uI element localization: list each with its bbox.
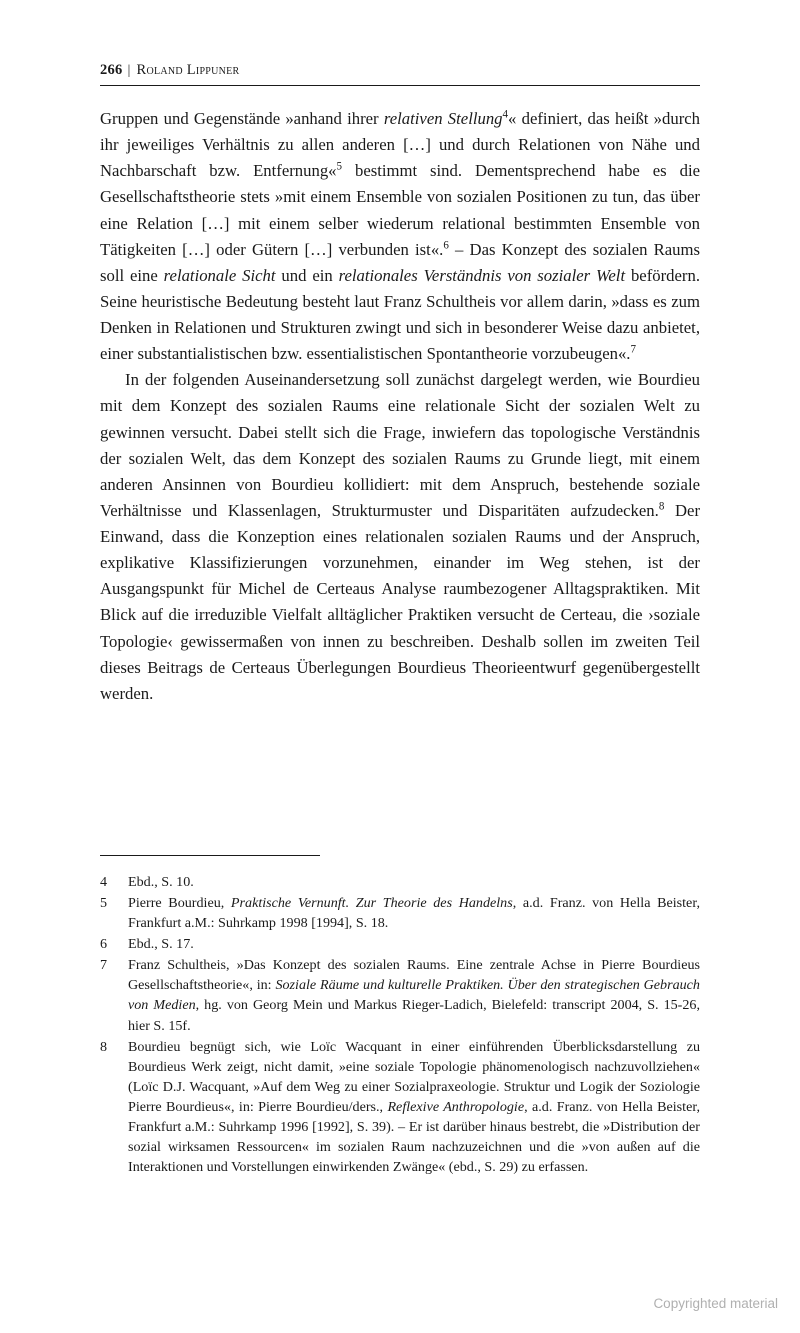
p1-seg-6: befördern. Seine heuristische Bedeutung besteht laut Franz Schultheis vor allem darin, »dass es zum Denken in Relationen und Strukturen zwingt und sich in besonderer Weise dazu anbietet, einer substantialistischen bzw. essentialistischen Spontantheorie vorzubeugen«. <box>100 265 700 364</box>
footnote-list <box>100 872 700 1178</box>
footnote-item <box>100 955 700 1035</box>
footnote-item <box>100 893 700 933</box>
page-content <box>100 62 700 707</box>
footnote-text <box>128 1037 700 1178</box>
page-number: 266 <box>100 62 123 78</box>
paragraph-1 <box>100 106 700 367</box>
p1-seg-4: – Das Konzept des sozialen Raums soll eine <box>100 239 700 285</box>
footnote-text <box>128 934 700 954</box>
p2-seg-1: In der folgenden Auseinandersetzung soll zunächst dargelegt werden, wie Bourdieu mit dem Konzept des sozialen Raums eine relationale Sicht der sozialen Welt zu gewinnen versucht. Dabei stellt sich die Frage, inwiefern das topologische Verständnis der sozialen Welt, das dem Konzept des sozialen Raums zu Grunde liegt, mit einem anderen Ansinnen von Bourdieu kollidiert: mit dem Anspruch, bestehende soziale Verhältnisse und Klassenlagen, Strukturmuster und Disparitäten aufzudecken. <box>100 370 700 520</box>
footnote-text-segment: Reflexive Anthropologie <box>387 1098 525 1115</box>
footnote-text <box>128 893 700 933</box>
footnote-text-segment: Pierre Bourdieu, <box>128 895 231 912</box>
footnote-ref-5[interactable]: 5 <box>336 160 343 173</box>
footnote-text-segment: Praktische Vernunft. Zur Theorie des Handelns <box>230 895 513 912</box>
footnote-number[interactable]: 7 <box>100 957 108 974</box>
footnote-ref-6[interactable]: 6 <box>443 239 449 252</box>
footnote-text-segment: Ebd., S. 10. <box>128 874 194 890</box>
p1-italic-1: relativen Stellung <box>383 109 503 128</box>
body-text <box>100 106 700 707</box>
footnote-number[interactable]: 5 <box>100 895 108 912</box>
footnote-separator-rule <box>100 855 320 856</box>
footnote-item <box>100 1037 700 1178</box>
footnote-text <box>128 872 700 892</box>
p1-seg-3: bestimmt sind. Dementsprechend habe es die Gesellschaftstheorie stets »mit einem Ensemble von sozialen Positionen zu tun, das über eine Relation […] mit einem selber wiederum relational bestimmten Ensemble von Tätigkeiten […] oder Gütern […] verbunden ist«. <box>100 161 700 259</box>
footnote-text-segment: , hg. von Georg Mein und Markus Rieger-Ladich, Bielefeld: transcript 2004, S. 15-26, hier S. 15f. <box>128 997 700 1034</box>
footnote-ref-4[interactable]: 4 <box>502 108 509 121</box>
footnote-number[interactable]: 4 <box>100 874 108 890</box>
footnote-text-segment: Franz Schultheis, »Das Konzept des sozialen Raums. Eine zentrale Achse in Pierre Bourdieus Gesellschaftstheorie«, in: <box>128 957 700 994</box>
footnote-item <box>100 872 700 892</box>
p1-seg-5: und ein <box>275 265 339 285</box>
p1-seg-2: « definiert, das heißt »durch ihr jeweiliges Verhältnis zu allen anderen […] und durch Relationen von Nähe und Nachbarschaft bzw. Entfernung« <box>100 109 701 181</box>
footnote-text-segment: , a.d. Franz. von Hella Beister, Frankfurt a.M.: Suhrkamp 1996 [1992], S. 39). – Er ist darüber hinaus bestrebt, die »Distribution der sozial wirksamen Ressourcen« im sozialen Raum nachzuzeichnen und die »von außen auf die Interaktionen und Vorstellungen einwirkenden Zwänge« (ebd., S. 29) zu erfassen. <box>128 1098 700 1176</box>
p1-seg-1: Gruppen und Gegenstände »anhand ihrer <box>100 109 384 128</box>
footnote-text-segment: Ebd., S. 17. <box>128 936 194 953</box>
footnote-text-segment: , a.d. Franz. von Hella Beister, Frankfurt a.M.: Suhrkamp 1998 [1994], S. 18. <box>128 895 700 932</box>
copyright-watermark: Copyrighted material <box>653 1296 778 1311</box>
footnote-ref-8[interactable]: 8 <box>658 500 665 513</box>
footnote-item <box>100 934 700 954</box>
footnote-number[interactable]: 6 <box>100 936 108 953</box>
footnote-number[interactable]: 8 <box>100 1038 108 1055</box>
paragraph-2 <box>100 367 700 707</box>
footnote-text-segment: Bourdieu begnügt sich, wie Loïc Wacquant in einer einführenden Überblicksdarstellung zu Bourdieus Werk zeigt, nicht damit, »eine soziale Topologie phänomenologisch nachzuvollziehen« (Loïc D.J. Wacquant, »Auf dem Weg zu einer Sozialpraxeologie. Struktur und Logik der Soziologie Pierre Bourdieus«, in: Pierre Bourdieu/ders., <box>128 1038 700 1115</box>
footnote-text <box>128 955 700 1035</box>
p1-italic-2: relationale Sicht <box>163 265 276 285</box>
running-head-author: Roland Lippuner <box>136 62 240 78</box>
running-head <box>100 62 700 86</box>
footnote-text-segment: Soziale Räume und kulturelle Praktiken. Über den strategischen Gebrauch von Medien <box>128 977 700 1014</box>
footnote-ref-7[interactable]: 7 <box>630 343 636 356</box>
p1-italic-3: relationales Verständnis von sozialer Welt <box>338 265 626 285</box>
running-head-separator: | <box>127 62 131 77</box>
p2-seg-2: Der Einwand, dass die Konzeption eines relationalen sozialen Raums und der Anspruch, explikative Klassifizierungen vorzunehmen, einander im Weg stehen, ist der Ausgangspunkt für Michel de Certeaus Analyse raumbezogener Alltagspraktiken. Mit Blick auf die irreduzible Vielfalt alltäglicher Praktiken versucht de Certeau, die ›soziale Topologie‹ gewissermaßen von innen zu beschreiben. Deshalb sollen im zweiten Teil dieses Beitrags de Certeaus Überlegungen Bourdieus Theorieentwurf gegenübergestellt werden. <box>100 500 701 703</box>
